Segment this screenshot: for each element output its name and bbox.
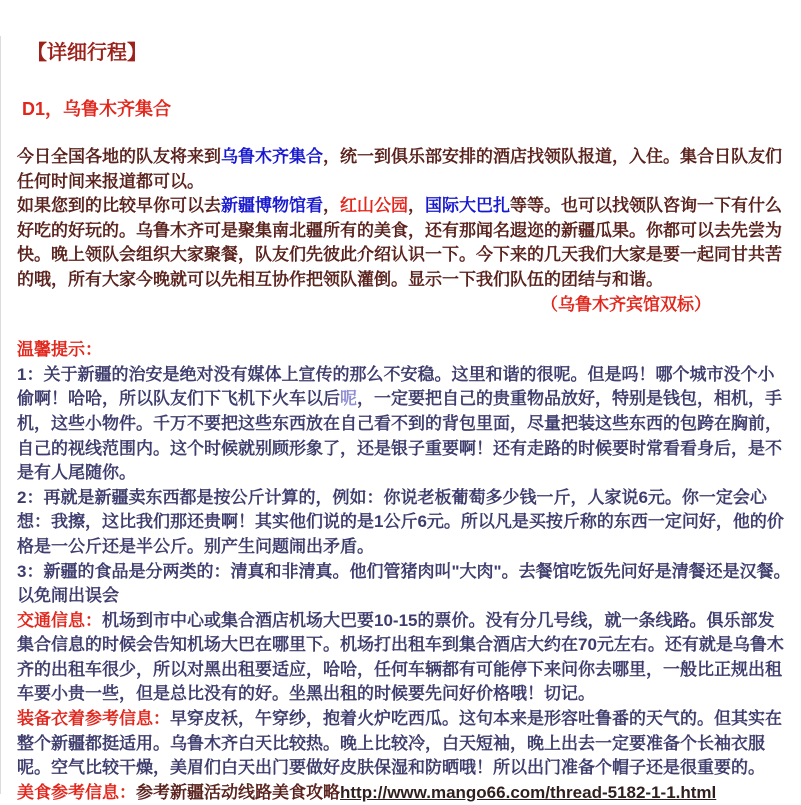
intro-text: 今日全国各地的队友将来到 — [17, 147, 221, 166]
day1-intro-paragraph — [17, 145, 791, 317]
tip-particle-highlight: 呢 — [340, 389, 357, 409]
food-label: 美食参考信息： — [17, 782, 136, 802]
gear-label: 装备衣着参考信息： — [17, 709, 170, 729]
tip-text: ，一定要把自己的贵重物品放好，特别是钱包，相机，手机，这些小物件。千万不要把这些东西放在自己看不到的背包里面，尽量把装这些东西的包跨在胸前，自己的视线范围内。这个时候就别顾形象了，还是银子重要啊！还有走路的时候要时常看看身后，是不是有人尾随你。 — [17, 389, 782, 483]
tip-item-2: 2：再就是新疆卖东西都是按公斤计算的，例如：你说老板葡萄多少钱一斤，人家说6元。你一定会心想：我擦，这比我们那还贵啊！其实他们说的是1公斤6元。所以凡是买按斤称的东西一定问好，他的价格是一公斤还是半公斤。别产生问题闹出矛盾。 — [17, 487, 784, 556]
gear-section — [17, 707, 791, 781]
traffic-paragraph — [17, 609, 791, 707]
tip-item-1 — [17, 363, 791, 486]
intro-text: 等等。也可以找领队咨询一下有什么好吃的好玩的。乌鲁木齐可是聚集南北疆所有的美食，还有那闻名遐迩的新疆瓜果。你都可以去先尝为快。晚上领队会组织大家聚餐，队友们先彼此介绍认识一下。今下来的几天我们大家是要一起同甘共苦的哦，所有大家今晚就可以先相互协作把领队灌倒。显示一下我们队伍的团结与和谐。 — [17, 196, 782, 289]
intro-line-1 — [17, 145, 791, 194]
intro-text: ，统一到俱乐部安排的酒店找领队报道，入住。集合日队友们任何时间来报道都可以。 — [17, 147, 782, 191]
tip-text: 1：关于新疆的治安是绝对没有媒体上宣传的那么不安稳。这里和谐的很呢。但是吗！哪个城市没个小偷啊！哈哈，所以队友们下飞机下火车以后 — [17, 364, 775, 409]
tips-header: 温馨提示： — [17, 340, 102, 360]
tip-item-3: 3：新疆的食品是分两类的：清真和非清真。他们管猪肉叫"大肉"。去餐馆吃饭先问好是清餐还是汉餐。以免闹出误会 — [17, 561, 791, 606]
traffic-label: 交通信息： — [17, 610, 102, 630]
food-guide-link[interactable]: http://www.mango66.com/thread-5182-1-1.html — [340, 782, 717, 802]
intro-text: ， — [408, 196, 425, 216]
gear-text: 早穿皮袄，午穿纱，抱着火炉吃西瓜。这句本来是形容吐鲁番的天气的。但其实在整个新疆都挺适用。乌鲁木齐白天比较热。晚上比较冷，白天短袖，晚上出去一定要准备个长袖衣服呢。空气比较干燥，美眉们白天出门要做好皮肤保湿和防晒哦！所以出门准备个帽子还是很重要的。 — [17, 709, 782, 778]
tips-section — [17, 338, 791, 609]
gear-paragraph — [17, 707, 791, 781]
xinjiang-museum-highlight: 新疆博物馆看 — [221, 196, 323, 216]
intro-text: 如果您到的比较早你可以去 — [17, 196, 221, 216]
urumqi-meetup-highlight: 乌鲁木齐集合 — [221, 147, 323, 166]
traffic-text: 机场到市中心或集合酒店机场大巴要10-15的票价。没有分几号线，就一条线路。俱乐部发集合信息的时候会告知机场大巴在哪里下。机场打出租车到集合酒店大约在70元左右。还有就是乌鲁木齐的出租车很少，所以对黑出租要适应，哈哈，任何车辆都有可能停下来问你去哪里，一般比正规出租车要小贵一些，但是总比没有的好。坐黑出租的时候要先问好价格哦！切记。 — [17, 610, 784, 704]
food-paragraph — [17, 781, 791, 805]
food-text: 参考新疆活动线路美食攻略 — [136, 782, 340, 802]
hongshan-park-highlight: 红山公园 — [340, 196, 408, 216]
intro-line-2 — [17, 194, 791, 292]
hotel-note: （乌鲁木齐宾馆双标） — [541, 294, 711, 314]
intro-text: ， — [323, 196, 340, 216]
document-title: 【详细行程】 — [27, 42, 147, 64]
grand-bazaar-highlight: 国际大巴扎 — [425, 196, 510, 216]
traffic-section — [17, 609, 791, 707]
itinerary-document — [0, 36, 801, 802]
food-section — [17, 781, 791, 805]
day1-heading: D1，乌鲁木齐集合 — [22, 99, 172, 119]
